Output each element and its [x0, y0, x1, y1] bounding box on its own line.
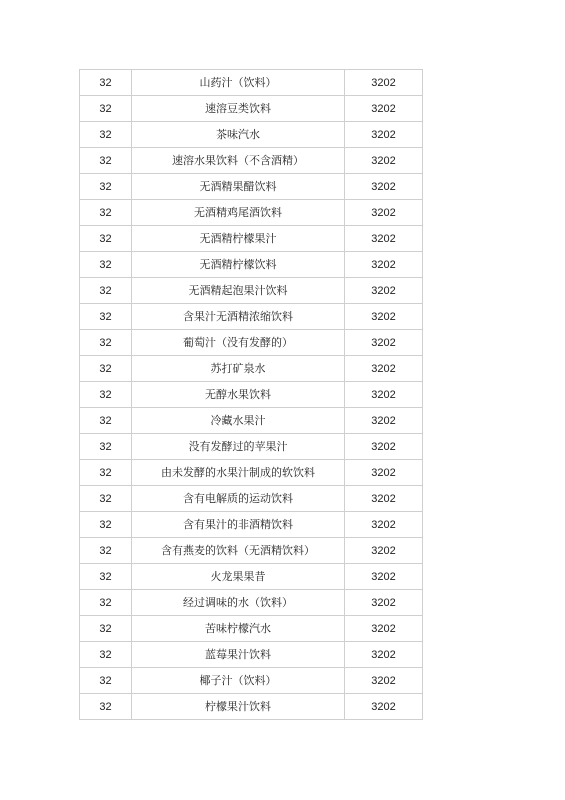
goods-name-cell: 冷藏水果汁	[132, 408, 345, 434]
group-code-cell: 3202	[345, 538, 423, 564]
goods-name-cell: 含有电解质的运动饮料	[132, 486, 345, 512]
goods-name-cell: 没有发酵过的苹果汁	[132, 434, 345, 460]
group-code-cell: 3202	[345, 616, 423, 642]
goods-name-cell: 由未发酵的水果汁制成的软饮料	[132, 460, 345, 486]
class-number-cell: 32	[80, 538, 132, 564]
table-row	[80, 512, 423, 538]
group-code-cell: 3202	[345, 590, 423, 616]
goods-name-cell: 葡萄汁（没有发酵的）	[132, 330, 345, 356]
group-code-cell: 3202	[345, 460, 423, 486]
group-code-cell: 3202	[345, 356, 423, 382]
class-number-cell: 32	[80, 278, 132, 304]
goods-name-cell: 苦味柠檬汽水	[132, 616, 345, 642]
goods-table	[79, 69, 423, 720]
class-number-cell: 32	[80, 486, 132, 512]
group-code-cell: 3202	[345, 382, 423, 408]
group-code-cell: 3202	[345, 278, 423, 304]
table-row	[80, 382, 423, 408]
goods-name-cell: 含有果汁的非酒精饮料	[132, 512, 345, 538]
goods-name-cell: 山药汁（饮料）	[132, 70, 345, 96]
goods-name-cell: 无酒精鸡尾酒饮料	[132, 200, 345, 226]
group-code-cell: 3202	[345, 694, 423, 720]
class-number-cell: 32	[80, 408, 132, 434]
goods-name-cell: 无酒精果醋饮料	[132, 174, 345, 200]
group-code-cell: 3202	[345, 408, 423, 434]
table-row	[80, 590, 423, 616]
goods-name-cell: 无醇水果饮料	[132, 382, 345, 408]
goods-name-cell: 速溶水果饮料（不含酒精）	[132, 148, 345, 174]
table-row	[80, 408, 423, 434]
table-row	[80, 330, 423, 356]
group-code-cell: 3202	[345, 512, 423, 538]
goods-name-cell: 椰子汁（饮料）	[132, 668, 345, 694]
class-number-cell: 32	[80, 616, 132, 642]
table-row	[80, 538, 423, 564]
table-row	[80, 252, 423, 278]
class-number-cell: 32	[80, 70, 132, 96]
group-code-cell: 3202	[345, 96, 423, 122]
goods-name-cell: 柠檬果汁饮料	[132, 694, 345, 720]
class-number-cell: 32	[80, 512, 132, 538]
group-code-cell: 3202	[345, 304, 423, 330]
table-row	[80, 486, 423, 512]
class-number-cell: 32	[80, 564, 132, 590]
table-row	[80, 96, 423, 122]
group-code-cell: 3202	[345, 642, 423, 668]
class-number-cell: 32	[80, 200, 132, 226]
group-code-cell: 3202	[345, 564, 423, 590]
class-number-cell: 32	[80, 642, 132, 668]
table-row	[80, 668, 423, 694]
goods-name-cell: 无酒精柠檬饮料	[132, 252, 345, 278]
table-row	[80, 148, 423, 174]
goods-name-cell: 含有燕麦的饮料（无酒精饮料）	[132, 538, 345, 564]
class-number-cell: 32	[80, 382, 132, 408]
table-row	[80, 460, 423, 486]
table-row	[80, 304, 423, 330]
table-body	[80, 70, 423, 720]
group-code-cell: 3202	[345, 122, 423, 148]
class-number-cell: 32	[80, 434, 132, 460]
table-row	[80, 70, 423, 96]
table-row	[80, 564, 423, 590]
class-number-cell: 32	[80, 694, 132, 720]
goods-name-cell: 蓝莓果汁饮料	[132, 642, 345, 668]
table-row	[80, 174, 423, 200]
class-number-cell: 32	[80, 590, 132, 616]
goods-name-cell: 含果汁无酒精浓缩饮料	[132, 304, 345, 330]
class-number-cell: 32	[80, 226, 132, 252]
table-row	[80, 616, 423, 642]
table-row	[80, 642, 423, 668]
group-code-cell: 3202	[345, 70, 423, 96]
goods-name-cell: 无酒精起泡果汁饮料	[132, 278, 345, 304]
group-code-cell: 3202	[345, 434, 423, 460]
class-number-cell: 32	[80, 148, 132, 174]
group-code-cell: 3202	[345, 226, 423, 252]
table-row	[80, 694, 423, 720]
goods-name-cell: 火龙果果昔	[132, 564, 345, 590]
table-row	[80, 200, 423, 226]
class-number-cell: 32	[80, 304, 132, 330]
table-row	[80, 278, 423, 304]
group-code-cell: 3202	[345, 148, 423, 174]
table-row	[80, 434, 423, 460]
class-number-cell: 32	[80, 668, 132, 694]
table-row	[80, 356, 423, 382]
class-number-cell: 32	[80, 460, 132, 486]
group-code-cell: 3202	[345, 252, 423, 278]
group-code-cell: 3202	[345, 200, 423, 226]
class-number-cell: 32	[80, 174, 132, 200]
table-row	[80, 226, 423, 252]
class-number-cell: 32	[80, 252, 132, 278]
class-number-cell: 32	[80, 330, 132, 356]
goods-name-cell: 茶味汽水	[132, 122, 345, 148]
class-number-cell: 32	[80, 96, 132, 122]
group-code-cell: 3202	[345, 486, 423, 512]
goods-name-cell: 苏打矿泉水	[132, 356, 345, 382]
class-number-cell: 32	[80, 122, 132, 148]
group-code-cell: 3202	[345, 668, 423, 694]
goods-name-cell: 经过调味的水（饮料）	[132, 590, 345, 616]
goods-name-cell: 无酒精柠檬果汁	[132, 226, 345, 252]
table-row	[80, 122, 423, 148]
goods-name-cell: 速溶豆类饮料	[132, 96, 345, 122]
class-number-cell: 32	[80, 356, 132, 382]
group-code-cell: 3202	[345, 174, 423, 200]
group-code-cell: 3202	[345, 330, 423, 356]
